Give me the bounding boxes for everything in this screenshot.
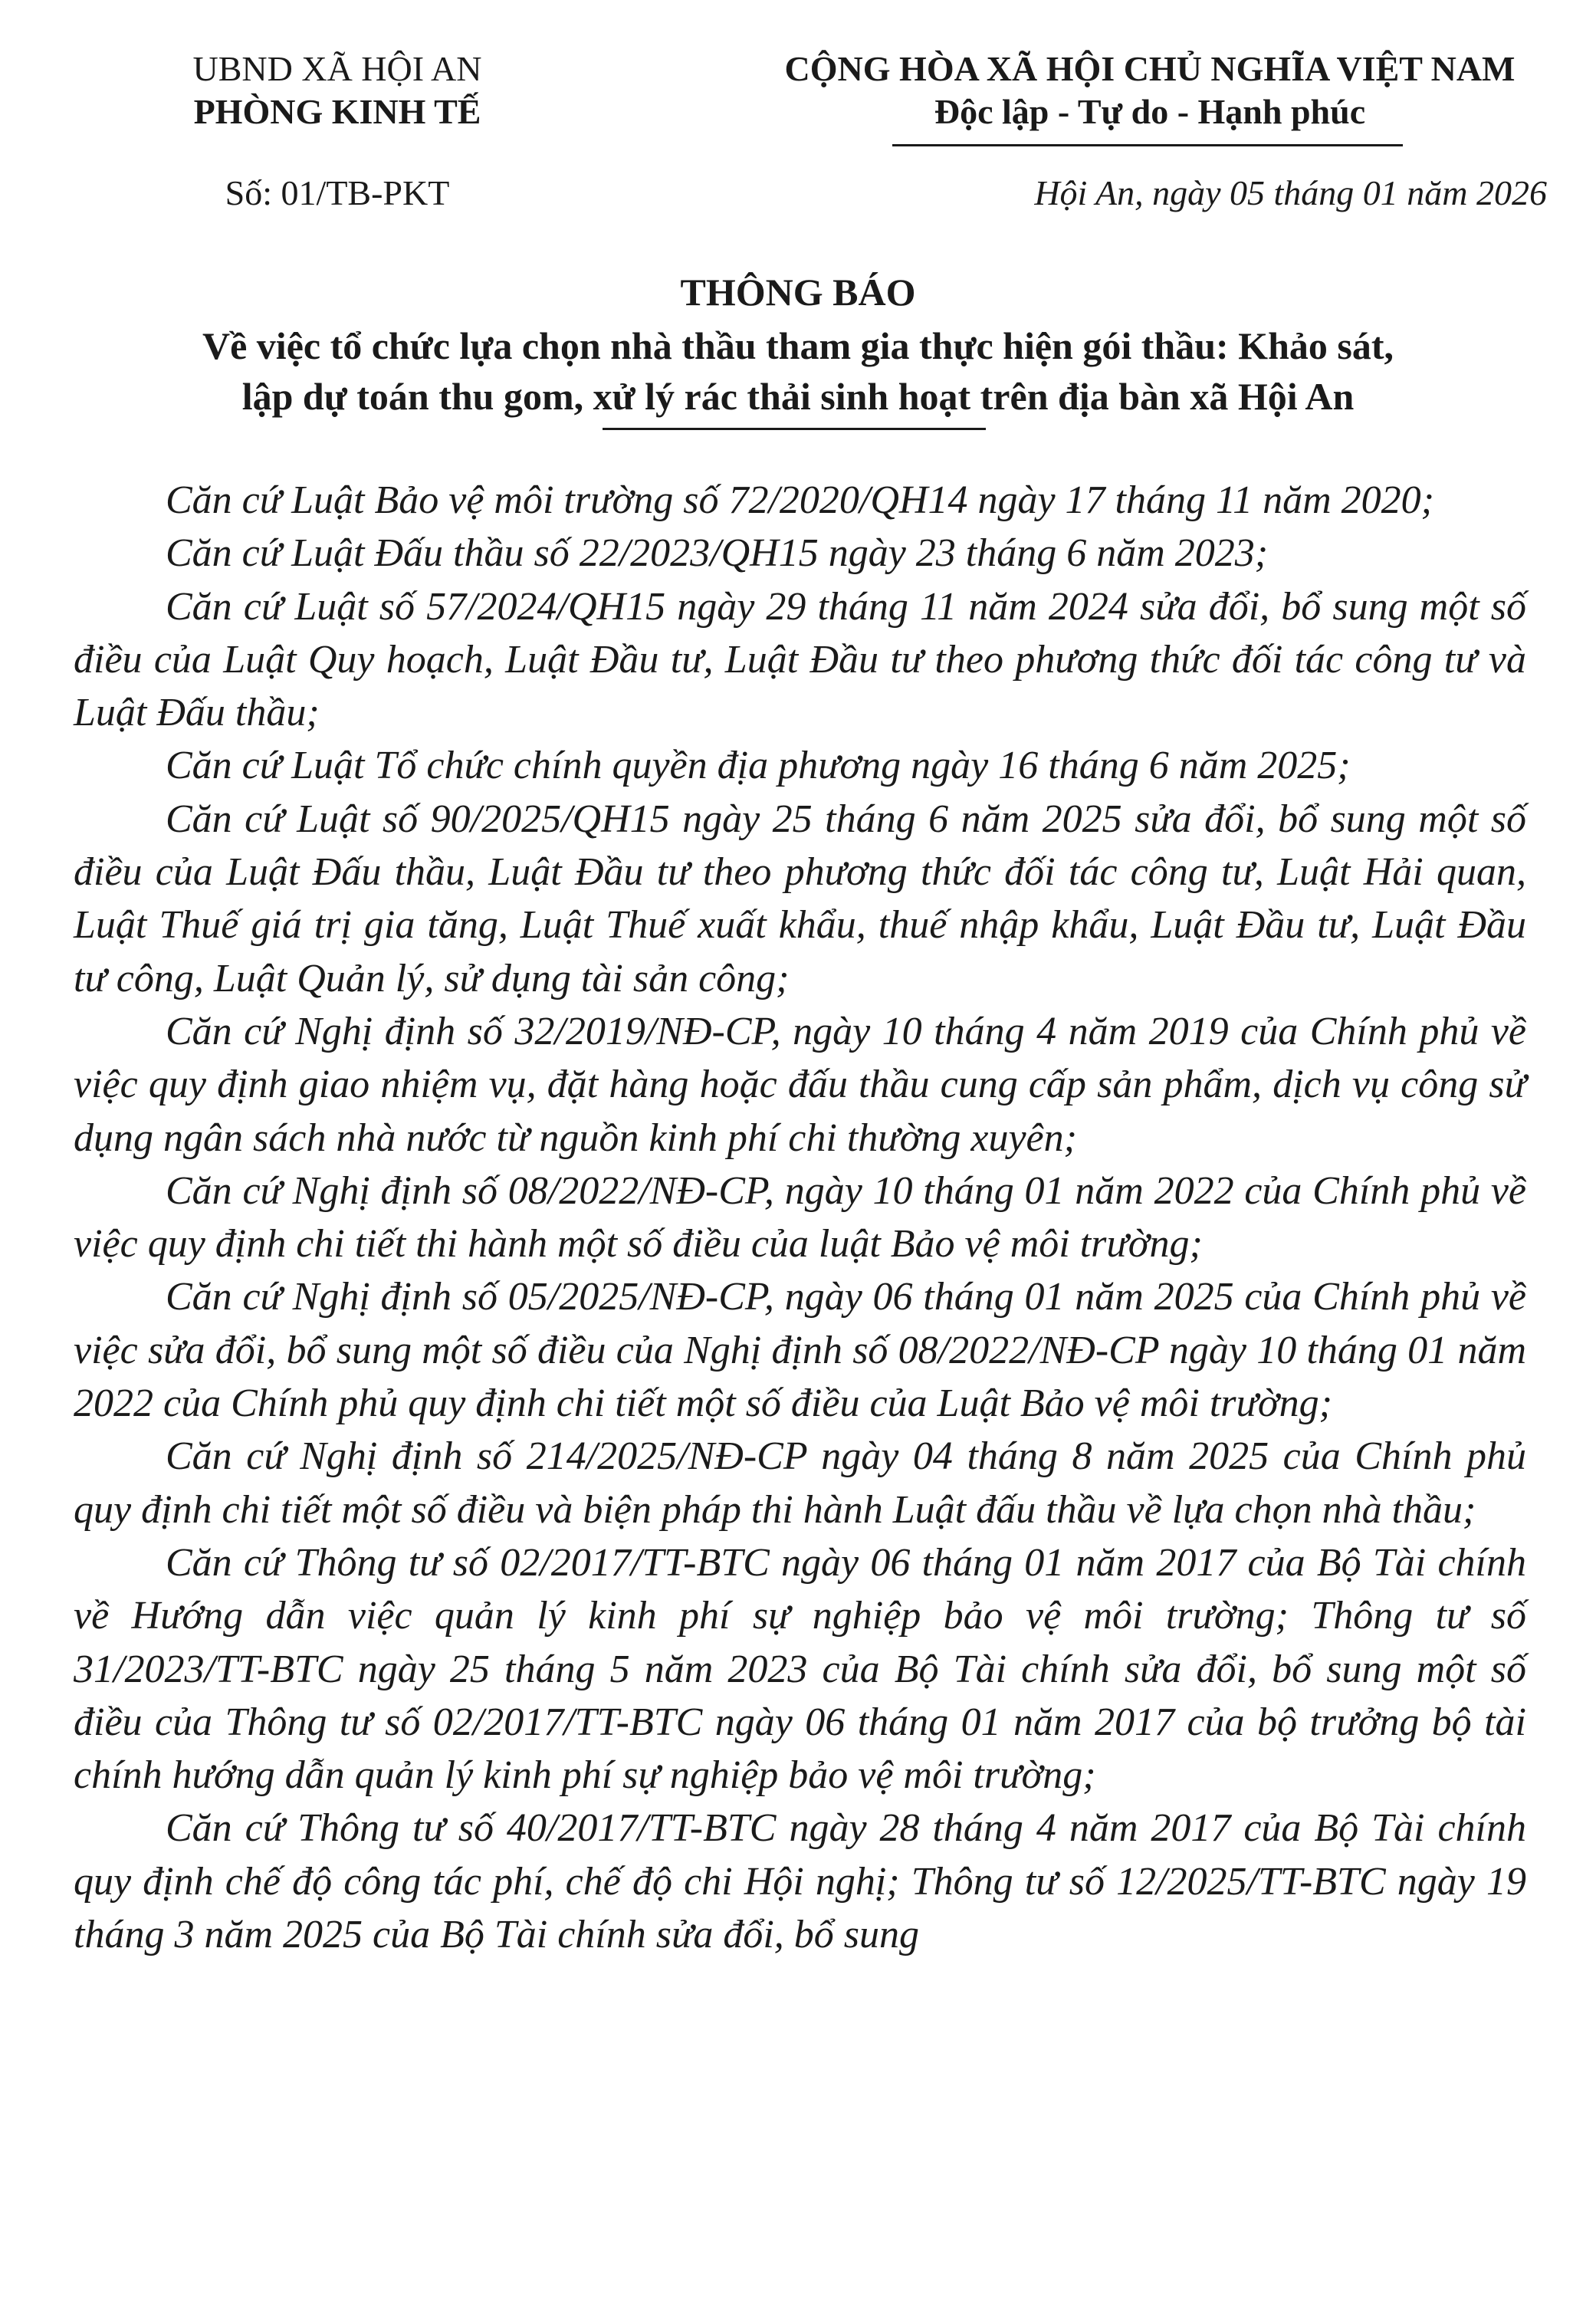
national-motto: Độc lập - Tự do - Hạnh phúc <box>934 92 1366 131</box>
document-heading: THÔNG BÁO <box>680 271 916 314</box>
national-title: CỘNG HÒA XÃ HỘI CHỦ NGHĨA VIỆT NAM <box>784 49 1516 88</box>
legal-basis-paragraph: Căn cứ Thông tư số 02/2017/TT-BTC ngày 06 tháng 01 năm 2017 của Bộ Tài chính về Hướng dẫn việc quản lý kinh phí sự nghiệp bảo vệ môi trường; Thông tư số 31/2023/TT-BTC ngày 25 tháng 5 năm 2023 của Bộ Tài chính sửa đổi, bổ sung một số điều của Thông tư số 02/2017/TT-BTC ngày 06 tháng 01 năm 2017 của bộ trưởng bộ tài chính hướng dẫn quản lý kinh phí sự nghiệp bảo vệ môi trường; <box>74 1540 1526 1798</box>
legal-basis-paragraph: Căn cứ Nghị định số 05/2025/NĐ-CP, ngày 06 tháng 01 năm 2025 của Chính phủ về việc sửa đổi, bổ sung một số điều của Nghị định số 08/2022/NĐ-CP ngày 10 tháng 01 năm 2022 của Chính phủ quy định chi tiết một số điều của Luật Bảo vệ môi trường; <box>74 1275 1526 1426</box>
legal-basis-paragraph: Căn cứ Luật Tổ chức chính quyền địa phương ngày 16 tháng 6 năm 2025; <box>166 744 1351 788</box>
legal-basis-paragraph: Căn cứ Nghị định số 214/2025/NĐ-CP ngày 04 tháng 8 năm 2025 của Chính phủ quy định chi tiết một số điều và biện pháp thi hành Luật đấu thầu về lựa chọn nhà thầu; <box>74 1434 1526 1532</box>
issuing-department: PHÒNG KINH TẾ <box>193 92 481 131</box>
legal-basis-paragraph: Căn cứ Nghị định số 08/2022/NĐ-CP, ngày 10 tháng 01 năm 2022 của Chính phủ về việc quy định chi tiết thi hành một số điều của luật Bảo vệ môi trường; <box>74 1168 1526 1266</box>
issuing-authority: UBND XÃ HỘI AN <box>192 49 482 88</box>
legal-basis-paragraph: Căn cứ Luật số 57/2024/QH15 ngày 29 tháng 11 năm 2024 sửa đổi, bổ sung một số điều của Luật Quy hoạch, Luật Đầu tư, Luật Đầu tư theo phương thức đối tác công tư và Luật Đấu thầu; <box>74 584 1526 735</box>
document-body <box>74 474 1526 1961</box>
legal-basis-paragraph: Căn cứ Luật số 90/2025/QH15 ngày 25 tháng 6 năm 2025 sửa đổi, bổ sung một số điều của Luật Đấu thầu, Luật Đầu tư theo phương thức đối tác công tư, Luật Hải quan, Luật Thuế giá trị gia tăng, Luật Thuế xuất khẩu, thuế nhập khẩu, Luật Đầu tư, Luật Đầu tư công, Luật Quản lý, sử dụng tài sản công; <box>74 797 1526 1000</box>
document-number: Số: 01/TB-PKT <box>225 173 450 212</box>
document-subject-line-1: Về việc tổ chức lựa chọn nhà thầu tham gia thực hiện gói thầu: Khảo sát, <box>202 324 1394 367</box>
place-date: Hội An, ngày 05 tháng 01 năm 2026 <box>1034 173 1547 212</box>
title-underline <box>603 428 986 430</box>
legal-basis-paragraph: Căn cứ Nghị định số 32/2019/NĐ-CP, ngày 10 tháng 4 năm 2019 của Chính phủ về việc quy định giao nhiệm vụ, đặt hàng hoặc đấu thầu cung cấp sản phẩm, dịch vụ công sử dụng ngân sách nhà nước từ nguồn kinh phí chi thường xuyên; <box>74 1009 1526 1160</box>
legal-basis-paragraph: Căn cứ Luật Đấu thầu số 22/2023/QH15 ngày 23 tháng 6 năm 2023; <box>166 531 1269 576</box>
legal-basis-paragraph: Căn cứ Thông tư số 40/2017/TT-BTC ngày 28 tháng 4 năm 2017 của Bộ Tài chính quy định chế độ công tác phí, chế độ chi Hội nghị; Thông tư số 12/2025/TT-BTC ngày 19 tháng 3 năm 2025 của Bộ Tài chính sửa đổi, bổ sung <box>74 1806 1526 1957</box>
document-subject-line-2: lập dự toán thu gom, xử lý rác thải sinh hoạt trên địa bàn xã Hội An <box>241 375 1355 418</box>
legal-basis-paragraph: Căn cứ Luật Bảo vệ môi trường số 72/2020/QH14 ngày 17 tháng 11 năm 2020; <box>166 478 1434 522</box>
motto-underline <box>892 144 1403 146</box>
